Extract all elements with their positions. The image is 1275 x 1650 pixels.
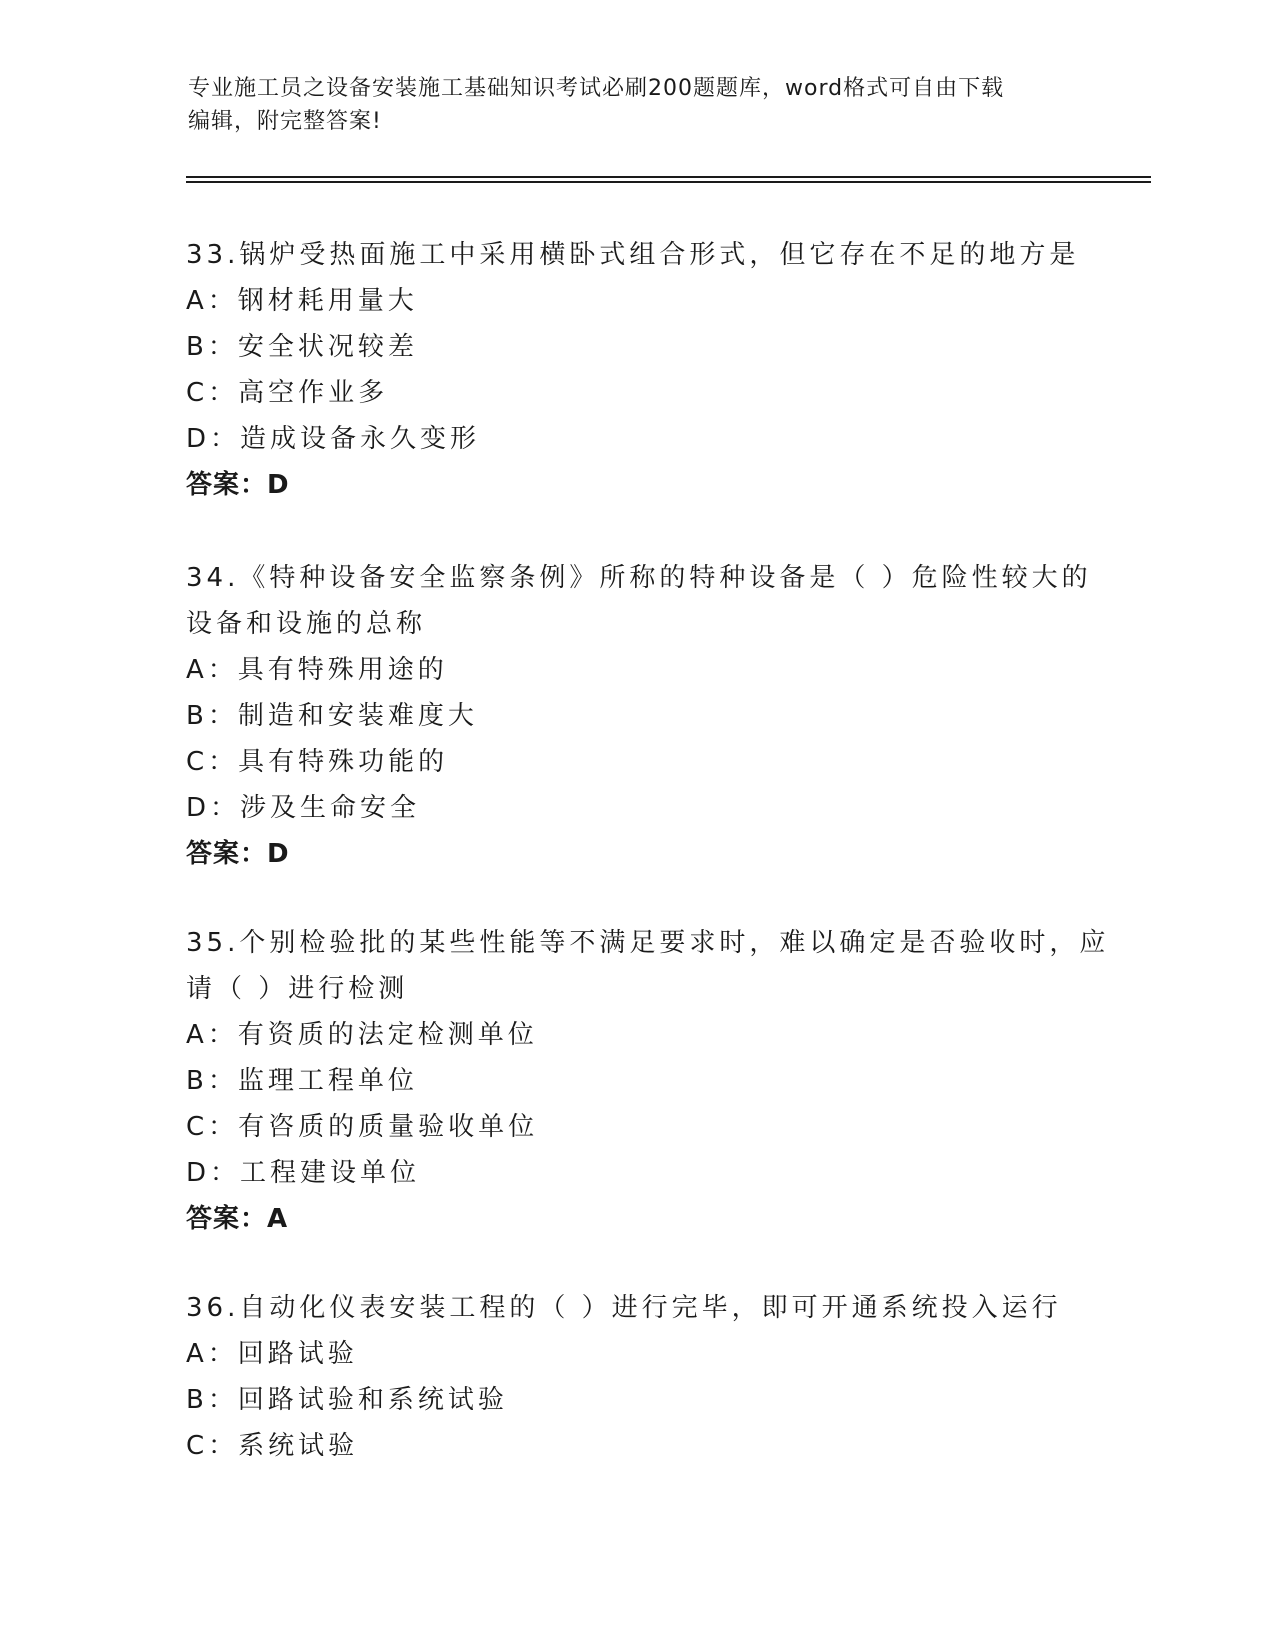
question-stem: 36.自动化仪表安装工程的（ ）进行完毕，即可开通系统投入运行	[186, 1293, 1062, 1323]
question-stem: 35.个别检验批的某些性能等不满足要求时，难以确定是否验收时，应	[186, 928, 1110, 958]
option-c: C：系统试验	[186, 1431, 359, 1461]
question-stem: 33.锅炉受热面施工中采用横卧式组合形式，但它存在不足的地方是	[186, 240, 1080, 270]
answer-line: 答案：A	[186, 1204, 289, 1234]
option-a: A：有资质的法定检测单位	[186, 1020, 538, 1050]
option-a: A：具有特殊用途的	[186, 655, 448, 685]
option-c: C：具有特殊功能的	[186, 747, 449, 777]
option-b: B：回路试验和系统试验	[186, 1385, 508, 1415]
option-b: B：安全状况较差	[186, 332, 418, 362]
header-divider-bottom	[186, 181, 1151, 183]
question-stem: 34.《特种设备安全监察条例》所称的特种设备是（ ）危险性较大的	[186, 563, 1092, 593]
option-b: B：制造和安装难度大	[186, 701, 478, 731]
option-c: C：有咨质的质量验收单位	[186, 1112, 539, 1142]
option-a: A：钢材耗用量大	[186, 286, 418, 316]
header-line-1: 专业施工员之设备安装施工基础知识考试必刷200题题库，word格式可自由下载	[188, 76, 1005, 101]
header-divider-top	[186, 176, 1151, 178]
document-header	[188, 72, 1088, 138]
option-d: D：涉及生命安全	[186, 793, 421, 823]
header-line-2: 编辑，附完整答案!	[188, 109, 382, 134]
question-35	[186, 920, 1110, 1242]
option-c: C：高空作业多	[186, 378, 389, 408]
option-d: D：造成设备永久变形	[186, 424, 481, 454]
option-d: D：工程建设单位	[186, 1158, 421, 1188]
option-a: A：回路试验	[186, 1339, 358, 1369]
question-36	[186, 1285, 1086, 1469]
option-b: B：监理工程单位	[186, 1066, 418, 1096]
answer-line: 答案：D	[186, 839, 290, 869]
question-34	[186, 555, 1092, 877]
question-33	[186, 232, 1086, 508]
answer-line: 答案：D	[186, 470, 290, 500]
question-stem-continued: 请（ ）进行检测	[186, 974, 409, 1004]
question-stem-continued: 设备和设施的总称	[186, 609, 427, 639]
